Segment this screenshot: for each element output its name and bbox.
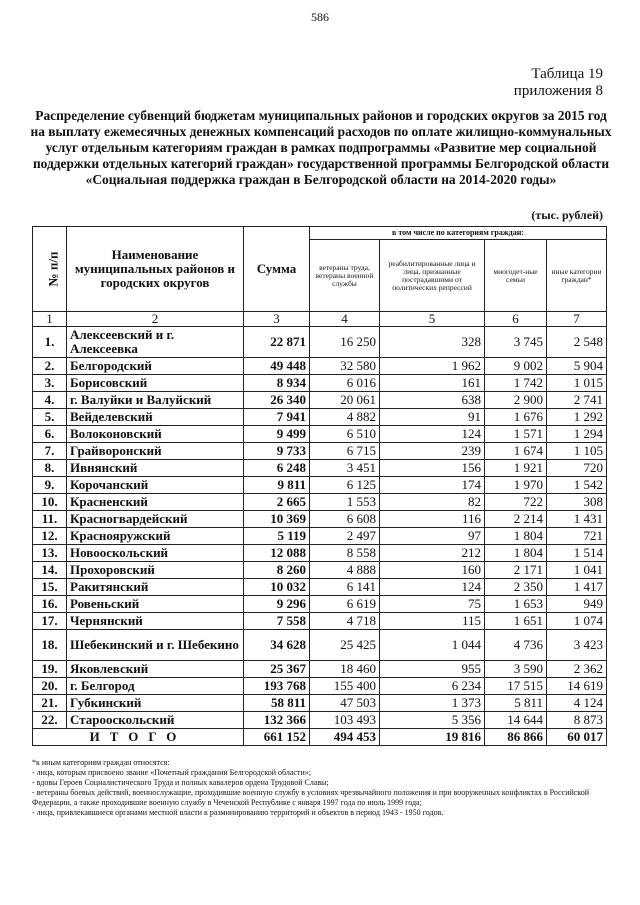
- row-cat1: 1 553: [310, 494, 380, 511]
- row-cat2: 161: [380, 375, 485, 392]
- total-cat2: 19 816: [380, 729, 485, 746]
- table-row: [33, 579, 607, 596]
- row-name: Вейделевский: [67, 409, 244, 426]
- row-name: Ровеньский: [67, 596, 244, 613]
- footnote-line: - лица, которым присвоено звание «Почетный гражданин Белгородской области»;: [32, 768, 311, 777]
- row-num: 2.: [33, 358, 67, 375]
- footnote-line: - лица, привлекавшиеся органами местной власти к разминированию территорий и объектов в период 1943 - 1950 годов.: [32, 808, 444, 817]
- row-sum: 26 340: [244, 392, 310, 409]
- row-cat1: 8 558: [310, 545, 380, 562]
- table-row: [33, 661, 607, 678]
- table-row: [33, 409, 607, 426]
- row-cat1: 6 016: [310, 375, 380, 392]
- table-row: [33, 460, 607, 477]
- row-sum: 6 248: [244, 460, 310, 477]
- row-sum: 9 499: [244, 426, 310, 443]
- row-cat3: 1 804: [485, 528, 547, 545]
- row-num: 17.: [33, 613, 67, 630]
- row-cat1: 6 608: [310, 511, 380, 528]
- row-cat1: 25 425: [310, 630, 380, 661]
- row-cat3: 1 970: [485, 477, 547, 494]
- row-cat4: 1 417: [547, 579, 607, 596]
- table-label-line1: Таблица 19: [531, 66, 603, 82]
- row-cat1: 155 400: [310, 678, 380, 695]
- row-num: 16.: [33, 596, 67, 613]
- table-row: [33, 630, 607, 661]
- row-sum: 22 871: [244, 327, 310, 358]
- table-row: [33, 528, 607, 545]
- table-label-line2: приложения 8: [513, 83, 603, 99]
- total-cat1: 494 453: [310, 729, 380, 746]
- row-sum: 12 088: [244, 545, 310, 562]
- row-cat2: 75: [380, 596, 485, 613]
- row-cat2: 124: [380, 579, 485, 596]
- row-cat2: 160: [380, 562, 485, 579]
- table-row: [33, 477, 607, 494]
- row-sum: 7 558: [244, 613, 310, 630]
- row-name: Старооскольский: [67, 712, 244, 729]
- header-cat2: реабилитированные лица и лица, признанные пострадавшими от политических репрессий: [380, 240, 485, 312]
- row-cat3: 9 002: [485, 358, 547, 375]
- row-cat3: 1 742: [485, 375, 547, 392]
- table-row: [33, 494, 607, 511]
- row-sum: 132 366: [244, 712, 310, 729]
- row-cat3: 722: [485, 494, 547, 511]
- row-name: г. Валуйки и Валуйский: [67, 392, 244, 409]
- row-cat3: 2 171: [485, 562, 547, 579]
- row-cat1: 6 125: [310, 477, 380, 494]
- row-num: 20.: [33, 678, 67, 695]
- row-name: Яковлевский: [67, 661, 244, 678]
- row-cat3: 1 676: [485, 409, 547, 426]
- header-num-label: № п/п: [45, 251, 61, 287]
- table-row: [33, 392, 607, 409]
- table-row: [33, 358, 607, 375]
- row-cat4: 2 741: [547, 392, 607, 409]
- row-cat3: 3 745: [485, 327, 547, 358]
- table-label: [514, 66, 603, 100]
- row-cat4: 1 431: [547, 511, 607, 528]
- row-sum: 7 941: [244, 409, 310, 426]
- row-name: Ракитянский: [67, 579, 244, 596]
- row-name: Красненский: [67, 494, 244, 511]
- row-num: 3.: [33, 375, 67, 392]
- row-cat1: 6 715: [310, 443, 380, 460]
- row-num: 14.: [33, 562, 67, 579]
- footnote-line: - вдовы Героев Социалистического Труда и полных кавалеров ордена Трудовой Славы;: [32, 778, 329, 787]
- row-cat4: 1 294: [547, 426, 607, 443]
- table-row: [33, 327, 607, 358]
- row-num: 4.: [33, 392, 67, 409]
- total-row: [33, 729, 607, 746]
- table-row: [33, 443, 607, 460]
- row-cat3: 3 590: [485, 661, 547, 678]
- column-numbers-row: [33, 312, 607, 327]
- total-sum: 661 152: [244, 729, 310, 746]
- row-cat4: 1 542: [547, 477, 607, 494]
- row-num: 12.: [33, 528, 67, 545]
- row-cat2: 5 356: [380, 712, 485, 729]
- table-row: [33, 545, 607, 562]
- row-name: Чернянский: [67, 613, 244, 630]
- row-cat3: 1 921: [485, 460, 547, 477]
- header-cat3: многодет-ные семьи: [485, 240, 547, 312]
- header-cat4: иные категории граждан*: [547, 240, 607, 312]
- table-row: [33, 511, 607, 528]
- row-cat1: 103 493: [310, 712, 380, 729]
- row-cat2: 638: [380, 392, 485, 409]
- column-number: 2: [67, 312, 244, 327]
- row-sum: 193 768: [244, 678, 310, 695]
- row-cat1: 47 503: [310, 695, 380, 712]
- row-cat3: 5 811: [485, 695, 547, 712]
- row-cat3: 2 214: [485, 511, 547, 528]
- row-cat2: 174: [380, 477, 485, 494]
- row-cat4: 8 873: [547, 712, 607, 729]
- footnote-line: - ветераны боевых действий, военнослужащие, проходившие военную службу в условиях чрезвычайного положения и при вооруженных конфликтах в Российской Федерации, а также проходившие военную службу в Чеченской Республике с января 1997 года по июль 1999 года;: [32, 788, 590, 807]
- total-label: ИТОГО: [33, 729, 244, 746]
- row-cat2: 6 234: [380, 678, 485, 695]
- table-row: [33, 596, 607, 613]
- row-cat1: 32 580: [310, 358, 380, 375]
- row-name: Белгородский: [67, 358, 244, 375]
- row-cat4: 308: [547, 494, 607, 511]
- footnote-line: *к иным категориям граждан относятся:: [32, 758, 170, 767]
- header-group: в том числе по категориям граждан:: [310, 227, 607, 240]
- row-name: Красногвардейский: [67, 511, 244, 528]
- row-num: 13.: [33, 545, 67, 562]
- row-cat1: 16 250: [310, 327, 380, 358]
- row-name: Шебекинский и г. Шебекино: [67, 630, 244, 661]
- row-num: 11.: [33, 511, 67, 528]
- row-cat3: 1 653: [485, 596, 547, 613]
- column-number: 5: [380, 312, 485, 327]
- row-cat2: 1 044: [380, 630, 485, 661]
- row-cat3: 2 350: [485, 579, 547, 596]
- total-cat4: 60 017: [547, 729, 607, 746]
- row-cat4: 2 548: [547, 327, 607, 358]
- header-cat1: ветераны труда, ветераны военной службы: [310, 240, 380, 312]
- row-cat3: 4 736: [485, 630, 547, 661]
- row-cat4: 1 105: [547, 443, 607, 460]
- row-num: 5.: [33, 409, 67, 426]
- row-sum: 8 934: [244, 375, 310, 392]
- subsidy-table: [32, 226, 607, 746]
- column-number: 6: [485, 312, 547, 327]
- row-cat4: 14 619: [547, 678, 607, 695]
- row-cat1: 18 460: [310, 661, 380, 678]
- row-num: 18.: [33, 630, 67, 661]
- row-cat3: 17 515: [485, 678, 547, 695]
- row-num: 9.: [33, 477, 67, 494]
- row-cat3: 1 804: [485, 545, 547, 562]
- row-sum: 5 119: [244, 528, 310, 545]
- header-name: Наименование муниципальных районов и городских округов: [67, 227, 244, 312]
- row-num: 19.: [33, 661, 67, 678]
- row-sum: 2 665: [244, 494, 310, 511]
- row-sum: 9 733: [244, 443, 310, 460]
- column-number: 7: [547, 312, 607, 327]
- row-name: г. Белгород: [67, 678, 244, 695]
- table-row: [33, 678, 607, 695]
- page-number: 586: [311, 10, 329, 24]
- row-cat4: 2 362: [547, 661, 607, 678]
- total-cat3: 86 866: [485, 729, 547, 746]
- row-cat3: 2 900: [485, 392, 547, 409]
- row-name: Корочанский: [67, 477, 244, 494]
- row-cat2: 82: [380, 494, 485, 511]
- row-sum: 10 369: [244, 511, 310, 528]
- row-sum: 34 628: [244, 630, 310, 661]
- row-cat1: 3 451: [310, 460, 380, 477]
- row-cat1: 2 497: [310, 528, 380, 545]
- row-name: Алексеевский и г. Алексеевка: [67, 327, 244, 358]
- row-cat2: 239: [380, 443, 485, 460]
- row-cat1: 4 882: [310, 409, 380, 426]
- row-cat3: 1 674: [485, 443, 547, 460]
- row-num: 21.: [33, 695, 67, 712]
- row-cat4: 949: [547, 596, 607, 613]
- row-cat1: 6 510: [310, 426, 380, 443]
- row-cat3: 1 651: [485, 613, 547, 630]
- row-cat3: 14 644: [485, 712, 547, 729]
- row-cat1: 20 061: [310, 392, 380, 409]
- row-name: Волоконовский: [67, 426, 244, 443]
- row-cat2: 328: [380, 327, 485, 358]
- header-sum: Сумма: [244, 227, 310, 312]
- units-label: (тыс. рублей): [531, 208, 603, 222]
- row-num: 10.: [33, 494, 67, 511]
- row-sum: 8 260: [244, 562, 310, 579]
- row-cat2: 1 373: [380, 695, 485, 712]
- row-cat4: 1 015: [547, 375, 607, 392]
- row-cat4: 720: [547, 460, 607, 477]
- row-cat4: 721: [547, 528, 607, 545]
- row-name: Краснояружский: [67, 528, 244, 545]
- row-num: 6.: [33, 426, 67, 443]
- row-cat2: 1 962: [380, 358, 485, 375]
- row-cat2: 115: [380, 613, 485, 630]
- column-number: 4: [310, 312, 380, 327]
- table-row: [33, 712, 607, 729]
- row-num: 15.: [33, 579, 67, 596]
- table-row: [33, 613, 607, 630]
- table-row: [33, 426, 607, 443]
- row-cat2: 124: [380, 426, 485, 443]
- row-cat4: 4 124: [547, 695, 607, 712]
- row-cat1: 6 619: [310, 596, 380, 613]
- row-cat2: 116: [380, 511, 485, 528]
- row-cat2: 212: [380, 545, 485, 562]
- row-name: Прохоровский: [67, 562, 244, 579]
- row-cat4: 1 041: [547, 562, 607, 579]
- row-cat4: 1 292: [547, 409, 607, 426]
- row-name: Новооскольский: [67, 545, 244, 562]
- row-sum: 9 296: [244, 596, 310, 613]
- row-cat4: 1 514: [547, 545, 607, 562]
- row-name: Грайворонский: [67, 443, 244, 460]
- row-name: Ивнянский: [67, 460, 244, 477]
- row-cat1: 4 888: [310, 562, 380, 579]
- column-number: 1: [33, 312, 67, 327]
- row-cat4: 5 904: [547, 358, 607, 375]
- row-cat2: 955: [380, 661, 485, 678]
- header-num: [33, 227, 67, 312]
- row-cat2: 91: [380, 409, 485, 426]
- footnotes: [32, 758, 606, 818]
- row-sum: 9 811: [244, 477, 310, 494]
- row-cat3: 1 571: [485, 426, 547, 443]
- document-title: Распределение субвенций бюджетам муниципальных районов и городских округов за 2015 год на выплату ежемесячных денежных компенсаций расходов по оплате жилищно-коммунальных услуг отдельным категориям граждан в рамках подпрограммы «Развитие мер социальной поддержки отдельных категорий граждан» государственной программы Белгородской области «Социальная поддержка граждан в Белгородской области на 2014-2020 годы»: [30, 108, 612, 187]
- row-cat2: 97: [380, 528, 485, 545]
- row-num: 22.: [33, 712, 67, 729]
- table-row: [33, 375, 607, 392]
- row-sum: 25 367: [244, 661, 310, 678]
- row-num: 7.: [33, 443, 67, 460]
- row-sum: 58 811: [244, 695, 310, 712]
- row-cat1: 6 141: [310, 579, 380, 596]
- table-row: [33, 695, 607, 712]
- row-sum: 49 448: [244, 358, 310, 375]
- row-cat4: 3 423: [547, 630, 607, 661]
- row-num: 1.: [33, 327, 67, 358]
- row-name: Губкинский: [67, 695, 244, 712]
- column-number: 3: [244, 312, 310, 327]
- row-cat2: 156: [380, 460, 485, 477]
- row-num: 8.: [33, 460, 67, 477]
- row-cat4: 1 074: [547, 613, 607, 630]
- row-name: Борисовский: [67, 375, 244, 392]
- row-sum: 10 032: [244, 579, 310, 596]
- row-cat1: 4 718: [310, 613, 380, 630]
- table-row: [33, 562, 607, 579]
